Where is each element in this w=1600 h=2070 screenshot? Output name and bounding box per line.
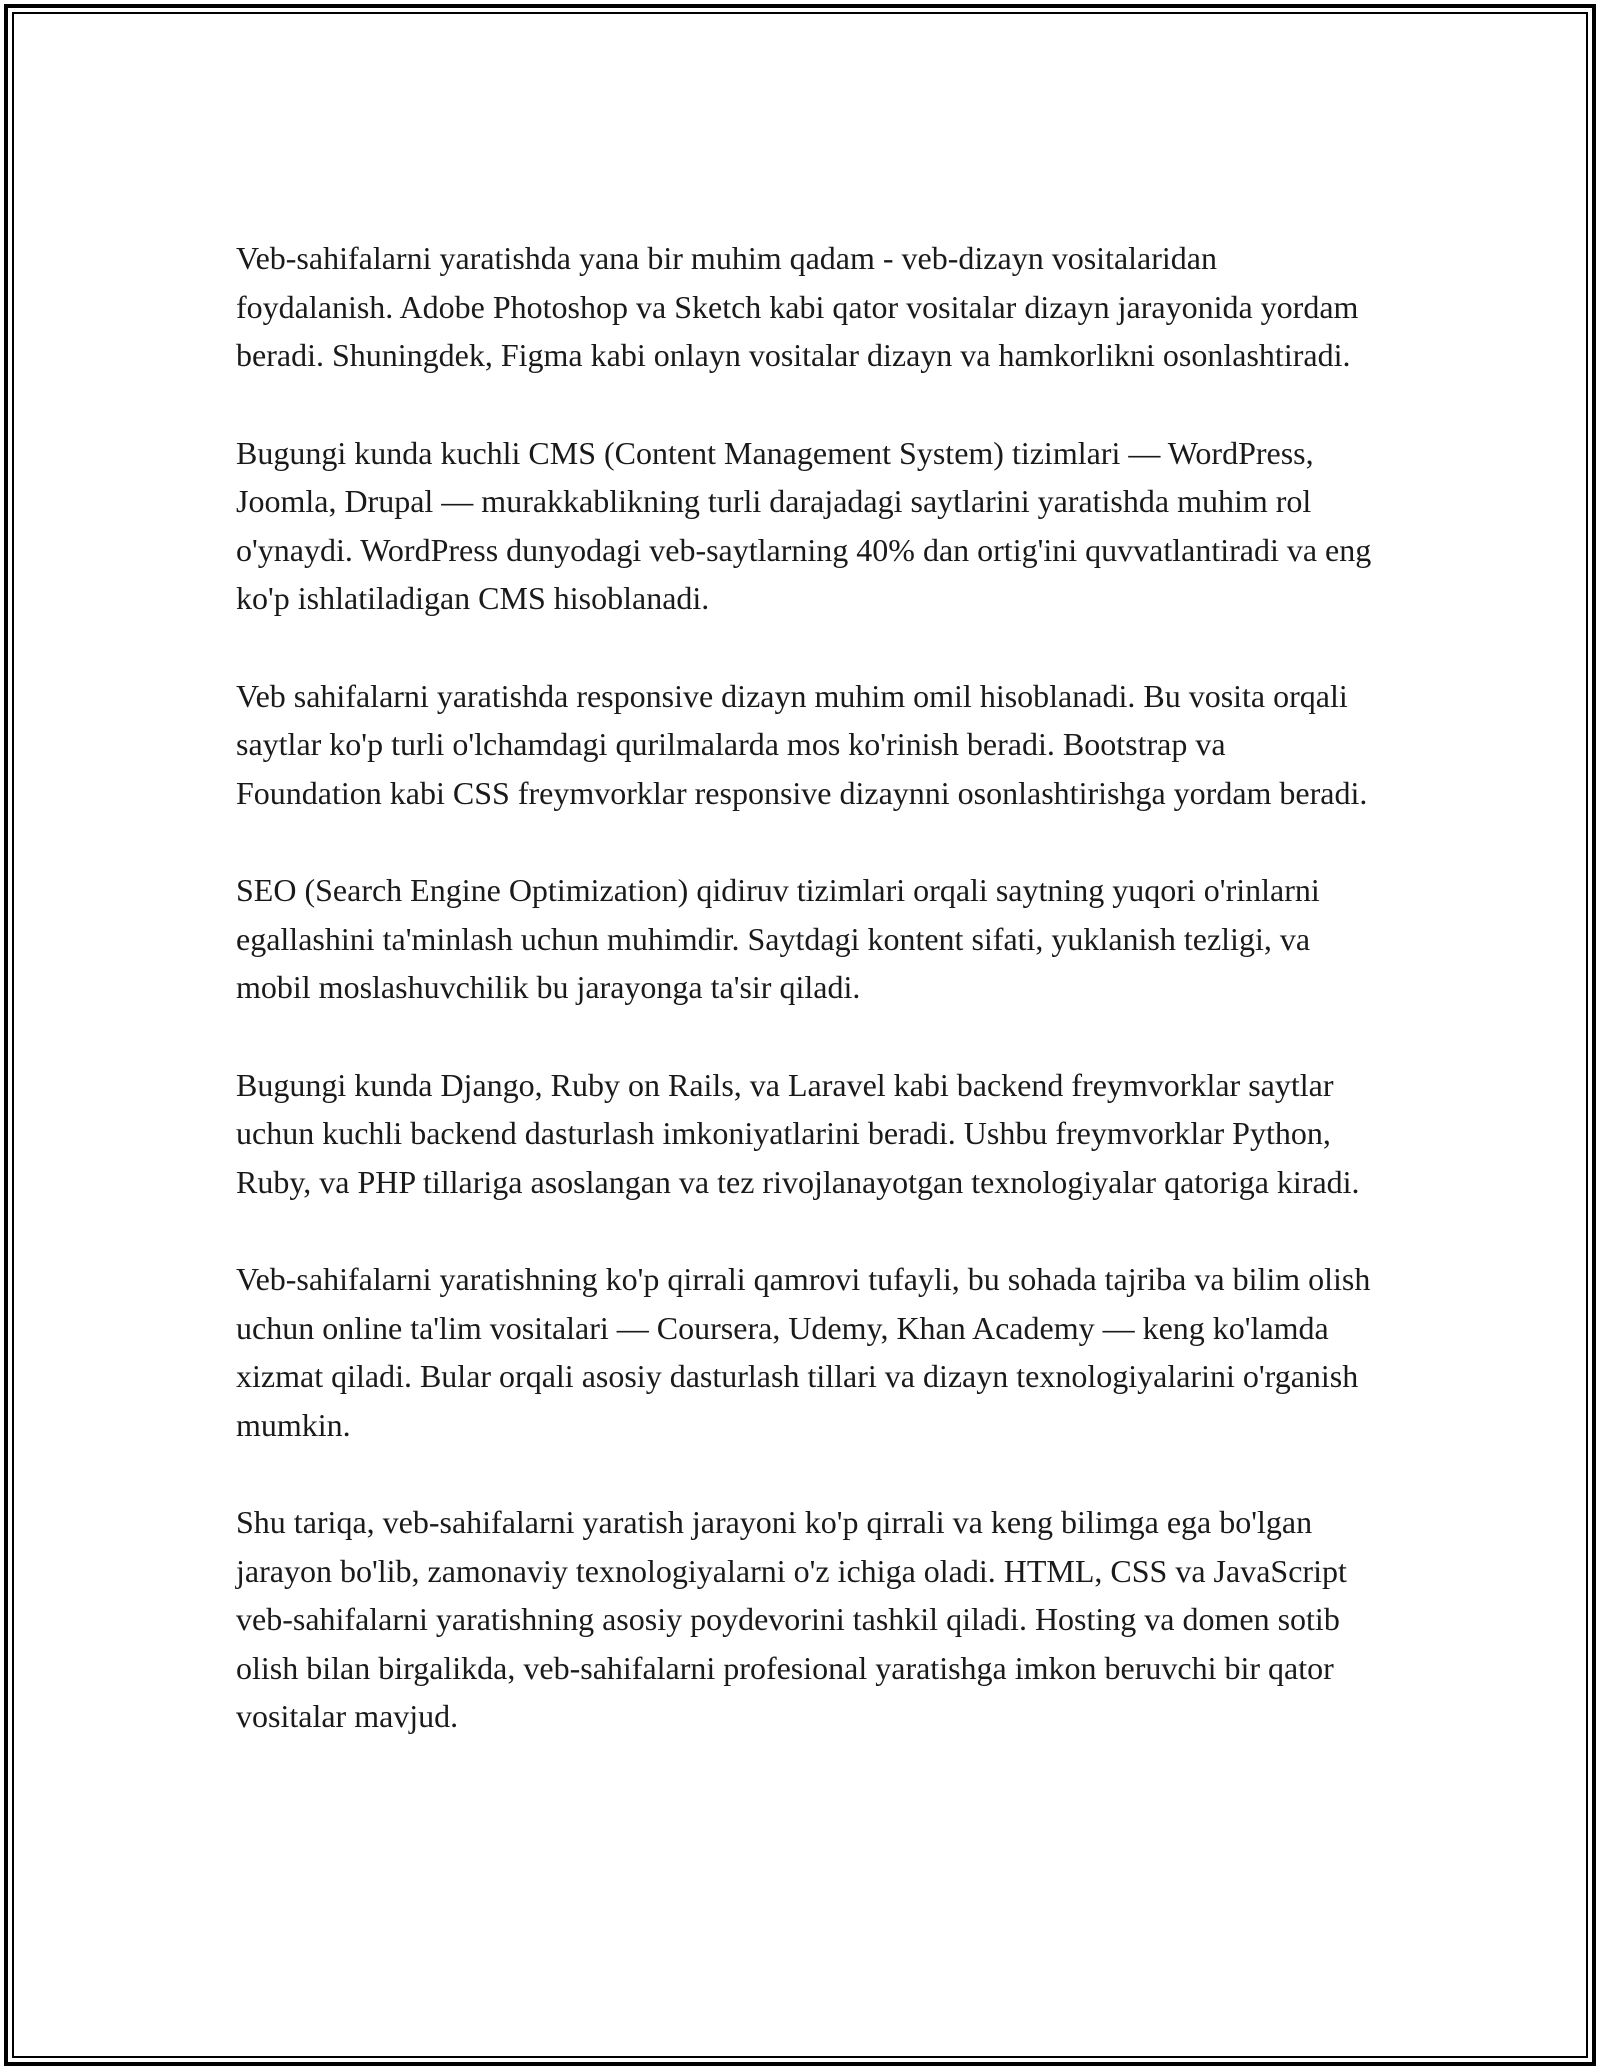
paragraph-responsive-design: Veb sahifalarni yaratishda responsive dizayn muhim omil hisoblanadi. Bu vosita orqali saytlar ko'p turli o'lchamdagi qurilmalarda mos ko'rinish beradi. Bootstrap va Foundation kabi CSS freymvorklar responsive dizaynni osonlashtirishga yordam beradi.	[236, 677, 1368, 811]
paragraph-conclusion: Shu tariqa, veb-sahifalarni yaratish jarayoni ko'p qirrali va keng bilimga ega bo'lgan jarayon bo'lib, zamonaviy texnologiyalarni o'z ichiga oladi. HTML, CSS va JavaScript veb-sahifalarni yaratishning asosiy poydevorini tashkil qiladi. Hosting va domen sotib olish bilan birgalikda, veb-sahifalarni profesional yaratishga imkon beruvchi bir qator vositalar mavjud.	[236, 1504, 1347, 1734]
paragraph-design-tools: Veb-sahifalarni yaratishda yana bir muhim qadam - veb-dizayn vositalaridan foydalanish. Adobe Photoshop va Sketch kabi qator vositalar dizayn jarayonida yordam beradi. Shuningdek, Figma kabi onlayn vositalar dizayn va hamkorlikni osonlashtiradi.	[236, 240, 1359, 373]
paragraph-seo: SEO (Search Engine Optimization) qidiruv tizimlari orqali saytning yuqori o'rinlarni egallashini ta'minlash uchun muhimdir. Saytdagi kontent sifati, yuklanish tezligi, va mobil moslashuvchilik bu jarayonga ta'sir qiladi.	[236, 872, 1320, 1005]
paragraph-cms: Bugungi kunda kuchli CMS (Content Management System) tizimlari — WordPress, Joomla, Drupal — murakkablikning turli darajadagi saytlarini yaratishda muhim rol o'ynaydi. WordPress dunyodagi veb-saytlarning 40% dan ortig'ini quvvatlantiradi va eng ko'p ishlatiladigan CMS hisoblanadi.	[236, 434, 1372, 616]
paragraph-online-learning: Veb-sahifalarni yaratishning ko'p qirrali qamrovi tufayli, bu sohada tajriba va bilim olish uchun online ta'lim vositalari — Coursera, Udemy, Khan Academy — keng ko'lamda xizmat qiladi. Bular orqali asosiy dasturlash tillari va dizayn texnologiyalarini o'rganish mumkin.	[236, 1261, 1371, 1443]
paragraph-backend-frameworks: Bugungi kunda Django, Ruby on Rails, va Laravel kabi backend freymvorklar saytlar uchun kuchli backend dasturlash imkoniyatlarini beradi. Ushbu freymvorklar Python, Ruby, va PHP tillariga asoslangan va tez rivojlanayotgan texnologiyalar qatoriga kiradi.	[236, 1066, 1360, 1200]
document-body	[236, 234, 1376, 1741]
